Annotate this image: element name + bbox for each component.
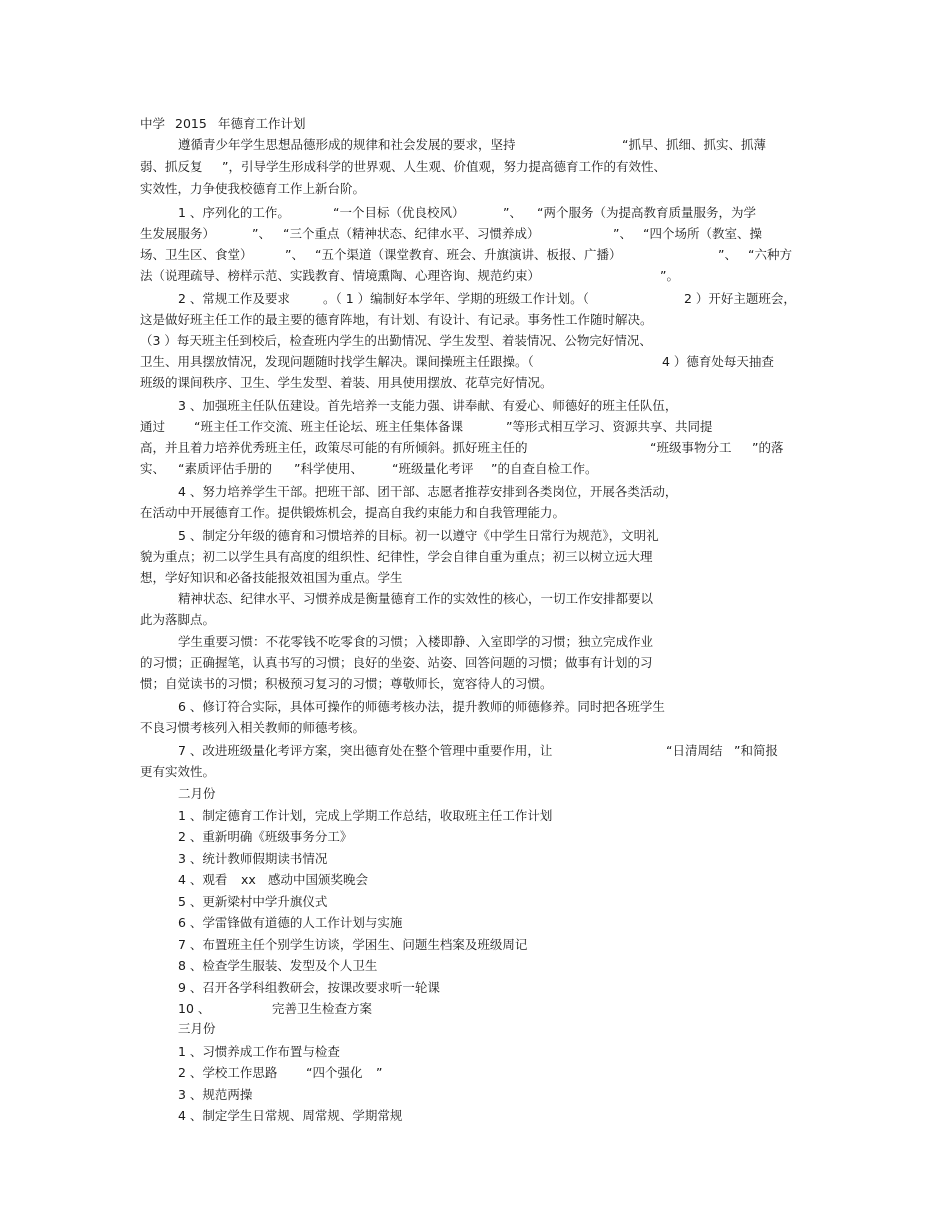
text-seg: 这是做好班主任工作的最主要的德育阵地，有计划、有设计、有记录。事务性工作随时解决。 xyxy=(140,312,653,327)
list-item xyxy=(0,806,950,826)
text-line xyxy=(0,179,950,199)
text-line xyxy=(0,157,950,177)
text-seg: “班级事物分工 xyxy=(650,440,732,455)
text-seg: 感动中国颁奖晚会 xyxy=(268,872,369,887)
text-seg: 7 、改进班级量化考评方案，突出德育处在整个管理中重要作用，让 xyxy=(178,743,553,758)
text-seg: 2 、学校工作思路 xyxy=(178,1065,278,1080)
doc-title xyxy=(0,114,950,134)
text-line xyxy=(0,373,950,393)
text-seg: 。（ 1 ）编制好本学年、学期的班级工作计划。（ xyxy=(323,291,589,306)
text-line xyxy=(0,135,950,155)
text-seg: 此为落脚点。 xyxy=(140,612,216,627)
text-seg: “班级量化考评 xyxy=(392,461,474,476)
text-seg: ”、 xyxy=(718,247,737,262)
text-line xyxy=(0,653,950,673)
month-heading xyxy=(0,1019,950,1039)
text-seg: 5 、制定分年级的德育和习惯培养的目标。初一以遵守《中学生日常行为规范》，文明礼 xyxy=(178,528,659,543)
text-seg: 1 、制定德育工作计划，完成上学期工作总结，收取班主任工作计划 xyxy=(178,808,553,823)
list-item xyxy=(0,1063,950,1083)
text-line xyxy=(0,632,950,652)
text-seg: 6 、修订符合实际，具体可操作的师德考核办法，提升教师的师德修养。同时把各班学生 xyxy=(178,699,665,714)
text-seg: 想，学好知识和必备技能报效祖国为重点。学生 xyxy=(140,570,403,585)
text-seg: “五个渠道（课堂教育、班会、升旗演讲、板报、广播） xyxy=(315,247,622,262)
text-line xyxy=(0,503,950,523)
text-seg: ”、 xyxy=(503,205,522,220)
text-line xyxy=(0,762,950,782)
text-line xyxy=(0,245,950,265)
text-seg: “两个服务（为提高教育质量服务，为学 xyxy=(537,205,756,220)
heading-text: 二月份 xyxy=(178,786,216,801)
title-year: 2015 xyxy=(175,116,207,131)
list-item xyxy=(0,999,950,1019)
text-seg: 实效性，力争使我校德育工作上新台阶。 xyxy=(140,181,366,196)
text-seg: 2 、重新明确《班级事务分工》 xyxy=(178,829,353,844)
text-seg: 4 、努力培养学生干部。把班干部、团干部、志愿者推荐安排到各类岗位，开展各类活动， xyxy=(178,484,678,499)
text-line xyxy=(0,482,950,502)
text-seg: 班级的课间秩序、卫生、学生发型、着装、用具使用摆放、花草完好情况。 xyxy=(140,375,553,390)
text-seg: 的习惯；正确握笔，认真书写的习惯；良好的坐姿、站姿、回答问题的习惯；做事有计划的习 xyxy=(140,655,653,670)
text-seg: 在活动中开展德育工作。提供锻炼机会，提高自我约束能力和自我管理能力。 xyxy=(140,505,566,520)
text-seg: “日清周结 xyxy=(666,743,723,758)
text-seg: ”科学使用、 xyxy=(294,461,363,476)
text-line xyxy=(0,718,950,738)
list-item xyxy=(0,1042,950,1062)
list-item xyxy=(0,978,950,998)
text-line xyxy=(0,568,950,588)
text-line xyxy=(0,697,950,717)
text-seg: 4 ）德育处每天抽查 xyxy=(662,354,774,369)
text-seg: 遵循青少年学生思想品德形成的规律和社会发展的要求，坚持 xyxy=(178,137,516,152)
text-seg: ”、 xyxy=(285,247,304,262)
title-part1: 中学 xyxy=(140,116,166,131)
text-seg: 学生重要习惯：不花零钱不吃零食的习惯；入楼即静、入室即学的习惯；独立完成作业 xyxy=(178,634,654,649)
text-line xyxy=(0,289,950,309)
text-seg: 3 、加强班主任队伍建设。首先培养一支能力强、讲奉献、有爱心、师德好的班主任队伍， xyxy=(178,398,678,413)
text-seg: ”、 xyxy=(613,226,632,241)
text-seg: 完善卫生检查方案 xyxy=(272,1001,373,1016)
text-seg: 生发展服务） xyxy=(140,226,216,241)
text-seg: 9 、召开各学科组教研会，按课改要求听一轮课 xyxy=(178,980,440,995)
text-seg: 惯；自觉读书的习惯；积极预习复习的习惯；尊敬师长，宽容待人的习惯。 xyxy=(140,676,553,691)
text-line xyxy=(0,396,950,416)
list-item xyxy=(0,849,950,869)
month-heading xyxy=(0,784,950,804)
text-line xyxy=(0,352,950,372)
text-seg: 6 、学雷锋做有道德的人工作计划与实施 xyxy=(178,915,403,930)
text-seg: 3 、规范两操 xyxy=(178,1087,253,1102)
text-seg: “三个重点（精神状态、纪律水平、习惯养成） xyxy=(283,226,540,241)
text-seg: ”，引导学生形成科学的世界观、人生观、价值观，努力提高德育工作的有效性、 xyxy=(222,159,666,174)
text-seg: ”等形式相互学习、资源共享、共同提 xyxy=(506,419,713,434)
text-line xyxy=(0,331,950,351)
text-seg: “六种方 xyxy=(748,247,792,262)
text-seg: 弱、抓反复 xyxy=(140,159,203,174)
text-seg: xx xyxy=(241,872,256,887)
text-line xyxy=(0,547,950,567)
text-seg: 卫生、用具摆放情况，发现问题随时找学生解决。课间操班主任跟操。（ xyxy=(140,354,534,369)
text-seg: ”。 xyxy=(660,268,679,283)
text-seg: 1 、习惯养成工作布置与检查 xyxy=(178,1044,340,1059)
text-seg: 2 、常规工作及要求 xyxy=(178,291,290,306)
text-seg: 法（说理疏导、榜样示范、实践教育、情境熏陶、心理咨询、规范约束） xyxy=(140,268,541,283)
text-seg: 8 、检查学生服装、发型及个人卫生 xyxy=(178,958,378,973)
text-line xyxy=(0,610,950,630)
text-seg: 7 、布置班主任个别学生访谈，学困生、问题生档案及班级周记 xyxy=(178,937,528,952)
text-seg: 精神状态、纪律水平、习惯养成是衡量德育工作的实效性的核心，一切工作安排都要以 xyxy=(178,591,654,606)
text-seg: 10 、 xyxy=(178,1001,211,1016)
text-seg: 2 ）开好主题班会， xyxy=(684,291,796,306)
text-line xyxy=(0,459,950,479)
text-line xyxy=(0,438,950,458)
text-seg: 5 、更新梁村中学升旗仪式 xyxy=(178,894,328,909)
list-item xyxy=(0,870,950,890)
text-seg: ”的自查自检工作。 xyxy=(491,461,598,476)
text-seg: “四个场所（教室、操 xyxy=(643,226,762,241)
text-seg: 3 、统计教师假期读书情况 xyxy=(178,851,328,866)
text-line xyxy=(0,203,950,223)
text-line xyxy=(0,417,950,437)
text-seg: 不良习惯考核列入相关教师的师德考核。 xyxy=(140,720,366,735)
text-line xyxy=(0,589,950,609)
list-item xyxy=(0,892,950,912)
text-line xyxy=(0,526,950,546)
list-item xyxy=(0,935,950,955)
text-seg: 更有实效性。 xyxy=(140,764,216,779)
text-seg: “抓早、抓细、抓实、抓薄 xyxy=(622,137,766,152)
text-seg: （3 ）每天班主任到校后，检查班内学生的出勤情况、学生发型、着装情况、公物完好情况、 xyxy=(140,333,652,348)
text-seg: ”的落 xyxy=(752,440,784,455)
text-seg: 貌为重点；初二以学生具有高度的组织性、纪律性，学会自律自重为重点；初三以树立远大理 xyxy=(140,549,653,564)
list-item xyxy=(0,1085,950,1105)
text-seg: “四个强化 xyxy=(306,1065,363,1080)
text-seg: 1 、序列化的工作。 xyxy=(178,205,290,220)
text-seg: 场、卫生区、食堂） xyxy=(140,247,253,262)
text-seg: 4 、制定学生日常规、周常规、学期常规 xyxy=(178,1108,403,1123)
text-line xyxy=(0,310,950,330)
title-part2: 年德育工作计划 xyxy=(218,116,306,131)
text-seg: ”和简报 xyxy=(734,743,778,758)
text-line xyxy=(0,224,950,244)
text-seg: 4 、观看 xyxy=(178,872,228,887)
text-line xyxy=(0,741,950,761)
text-seg: “素质评估手册的 xyxy=(178,461,272,476)
text-seg: 通过 xyxy=(140,419,166,434)
list-item xyxy=(0,956,950,976)
text-line xyxy=(0,266,950,286)
text-seg: ”、 xyxy=(252,226,271,241)
list-item xyxy=(0,913,950,933)
text-seg: 实、 xyxy=(140,461,166,476)
heading-text: 三月份 xyxy=(178,1021,216,1036)
text-seg: 高，并且着力培养优秀班主任，政策尽可能的有所倾斜。抓好班主任的 xyxy=(140,440,528,455)
text-seg: “一个目标（优良校风） xyxy=(333,205,465,220)
list-item xyxy=(0,1106,950,1126)
text-line xyxy=(0,674,950,694)
text-seg: ” xyxy=(376,1065,383,1080)
list-item xyxy=(0,827,950,847)
text-seg: “班主任工作交流、班主任论坛、班主任集体备课 xyxy=(194,419,463,434)
